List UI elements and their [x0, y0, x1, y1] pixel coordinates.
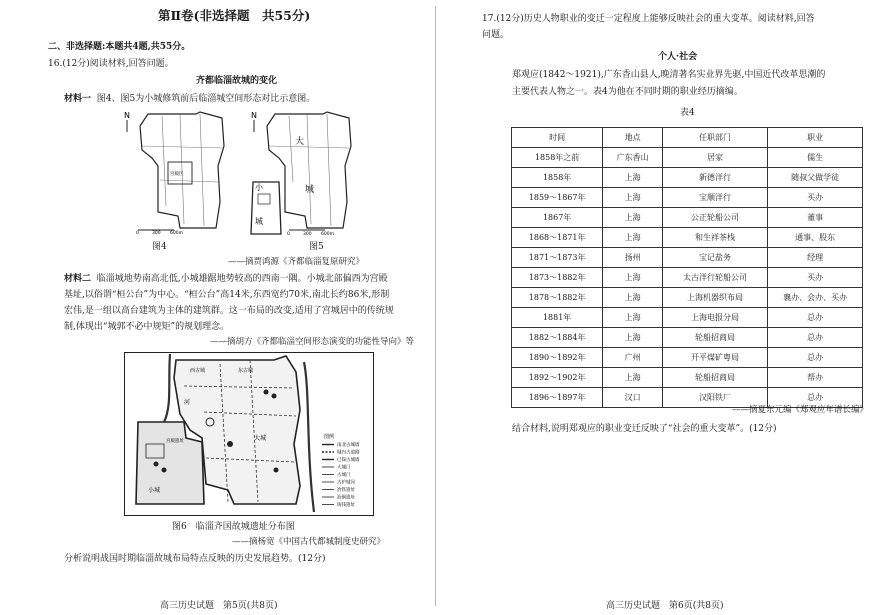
table-cell: 随叔父做学徒: [768, 168, 863, 188]
table-row: [512, 208, 863, 228]
table-cell: 上海: [603, 208, 663, 228]
table-cell: 儒生: [768, 148, 863, 168]
table-cell: 新德洋行: [662, 168, 767, 188]
table-row: [512, 328, 863, 348]
legend-title: 图例: [324, 434, 335, 440]
table-cell: 上海: [603, 168, 663, 188]
table-cell: 太古洋行轮船公司: [662, 268, 767, 288]
table-cell: 广东香山: [603, 148, 663, 168]
table-cell: 襄办、会办、买办: [768, 288, 863, 308]
table-cell: 1890～1892年: [512, 348, 603, 368]
q17-section-title: 个人·社会: [658, 52, 698, 62]
legend-item: 城内古道路: [337, 450, 360, 456]
map-label-river: 河: [184, 399, 191, 406]
table-cell: 1858年: [512, 168, 603, 188]
map-label-palace: 宫殿遗址: [166, 439, 184, 444]
material-2-label: 材料二: [64, 274, 92, 284]
fig4-scale-2: 600m: [170, 231, 183, 236]
table-cell: 1871～1873年: [512, 248, 603, 268]
material-2-line1: [64, 272, 388, 286]
table-cell: 1881年: [512, 308, 603, 328]
fig5-big-label: 大: [295, 137, 305, 147]
legend-item: 古护城河: [337, 480, 355, 486]
col-place: 地点: [603, 128, 663, 148]
table-row: [512, 148, 863, 168]
table-cell: 扬州: [603, 248, 663, 268]
col-time: 时间: [512, 128, 603, 148]
map-label-east: 东古城: [238, 368, 254, 374]
fig5-caption: 图5: [309, 242, 324, 252]
table-cell: 宝顺洋行: [662, 188, 767, 208]
q17-line2: 问题。: [482, 30, 510, 40]
legend-item: 大城门: [337, 465, 351, 471]
table-cell: 1867年: [512, 208, 603, 228]
q16-intro: 16.(12分)阅读材料,回答问题。: [48, 59, 174, 69]
material-2-line4: 制,体现出“城郭不必中规矩”的规划理念。: [64, 322, 230, 332]
table-cell: 上海: [603, 308, 663, 328]
section-instruction: 二、非选择题:本题共4题,共55分。: [48, 42, 191, 52]
table-cell: 总办: [768, 308, 863, 328]
fig6-caption: 图6 临淄齐国故城遗址分布图: [172, 522, 295, 532]
fig4-scale-0: 0: [136, 231, 139, 236]
fig4-palace-label: 宫殿区: [170, 172, 184, 177]
material-2-line3: 宏伟,是一组以高台建筑为主体的建筑群。这一布局的改变,适用了宫城居中的传统规: [64, 306, 394, 316]
table-row: [512, 368, 863, 388]
table-title: 表4: [680, 108, 695, 118]
table-cell: 1859～1867年: [512, 188, 603, 208]
table-cell: 宝记盐务: [662, 248, 767, 268]
table-cell: 经理: [768, 248, 863, 268]
table-cell: 1896～1897年: [512, 388, 603, 408]
table-cell: 1873～1882年: [512, 268, 603, 288]
fig5-small-city-label: 城: [255, 217, 263, 226]
table-row: [512, 248, 863, 268]
table-cell: 总办: [768, 348, 863, 368]
site-icon: [154, 462, 159, 467]
site-icon: [272, 394, 277, 399]
legend-item: 已探古城墙: [337, 458, 360, 463]
material-2-source: ——摘胡方《齐都临淄空间形态演变的功能性导向》等: [210, 337, 415, 347]
q16-question: 分析说明战国时期临淄故城布局特点反映的历史发展趋势。(12分): [64, 554, 326, 564]
table-row: [512, 288, 863, 308]
table-cell: 1882～1884年: [512, 328, 603, 348]
table-cell: 上海: [603, 288, 663, 308]
table-source: ——摘夏东元编《郑观应年谱长编》: [732, 405, 869, 415]
table-cell: 公正轮船公司: [662, 208, 767, 228]
map-label-xiaocheng: 小城: [148, 487, 161, 494]
material-1-text: 图4、图5为小城修筑前后临淄城空间形态对比示意图。: [96, 94, 316, 104]
legend-item: 冶铜遗址: [337, 495, 355, 501]
table-cell: 轮船招商局: [662, 328, 767, 348]
table-cell: 1878～1882年: [512, 288, 603, 308]
table-cell: 居家: [662, 148, 767, 168]
col-occupation: 职业: [768, 128, 863, 148]
fig5-city-label: 城: [305, 185, 315, 195]
right-page-footer: 高三历史试题 第6页(共8页): [606, 601, 724, 611]
fig6-source: ——摘杨宽《中国古代都城制度史研究》: [232, 537, 386, 547]
q17-intro-line2: 主要代表人物之一。表4为他在不同时期的职业经历摘编。: [512, 87, 743, 97]
fig5-scale-2: 600m: [321, 232, 334, 236]
table-cell: 开平煤矿粤局: [662, 348, 767, 368]
site-icon: [227, 441, 233, 447]
table-cell: 总办: [768, 328, 863, 348]
right-page: [436, 0, 870, 615]
legend-item: 铸钱遗址: [337, 503, 355, 508]
material-2-text-1: 临淄城地势南高北低,小城雄踞地势较高的西南一隅。小城北部偏西为宫殿: [96, 274, 388, 284]
fig5-scale-0: 0: [287, 232, 290, 236]
table-row: [512, 268, 863, 288]
map-label-dacheng: 大城: [254, 435, 267, 442]
fig4-scale-1: 300: [152, 231, 161, 236]
table-cell: 和生祥茶栈: [662, 228, 767, 248]
table-cell: 广州: [603, 348, 663, 368]
table-cell: 上海: [603, 188, 663, 208]
table-cell: 帮办: [768, 368, 863, 388]
table-cell: 董事: [768, 208, 863, 228]
fig5-small-label: 小: [255, 183, 263, 192]
section-title: 第Ⅱ卷(非选择题 共55分): [158, 8, 311, 23]
col-department: 任职部门: [662, 128, 767, 148]
legend-item: 冶铁遗址: [337, 488, 355, 493]
material-1-label: 材料一: [64, 94, 92, 104]
q17-intro-line1: 郑观应(1842～1921),广东香山县人,晚清著名实业界先驱,中国近代改革思潮的: [512, 70, 826, 80]
figure-5: [245, 106, 363, 236]
left-page-footer: 高三历史试题 第5页(共8页): [160, 601, 278, 611]
figure-6-map: [124, 352, 374, 516]
q17-question: 结合材料,说明郑观应的职业变迁反映了“社会的重大变革”。(12分): [512, 424, 777, 434]
q17-line1: 17.(12分)历史人物职业的变迁一定程度上能够反映社会的重大变革。阅读材料,回答: [482, 14, 815, 24]
fig4-north-label: N: [124, 111, 130, 120]
table-row: [512, 308, 863, 328]
table-cell: 上海: [603, 368, 663, 388]
table-row: [512, 348, 863, 368]
table-cell: 上海: [603, 228, 663, 248]
fig5-scale-1: 300: [303, 232, 312, 236]
table-row: [512, 228, 863, 248]
map-label-west: 西古城: [190, 368, 206, 374]
legend-item: 古城门: [337, 473, 351, 478]
table-row: [512, 188, 863, 208]
table-cell: 1858年之前: [512, 148, 603, 168]
figure-4: [118, 106, 236, 236]
table-cell: 上海: [603, 328, 663, 348]
table-cell: 上海电报分局: [662, 308, 767, 328]
career-table: [511, 127, 863, 408]
table-cell: 1892～1902年: [512, 368, 603, 388]
table-row: [512, 168, 863, 188]
table-cell: 1868～1871年: [512, 228, 603, 248]
table-cell: 通事、股东: [768, 228, 863, 248]
table-cell: 上海机器织布局: [662, 288, 767, 308]
table-header-row: [512, 128, 863, 148]
site-icon: [264, 390, 269, 395]
table-cell: 汉口: [603, 388, 663, 408]
material-1: [64, 92, 315, 106]
q16-title: 齐都临淄故城的变化: [196, 76, 278, 86]
site-icon: [274, 468, 279, 473]
site-icon: [162, 468, 167, 473]
table-cell: 汉阳铁厂: [662, 388, 767, 408]
material-1-source: ——摘贾鸿源《齐都临淄复原研究》: [228, 257, 365, 267]
table-cell: 买办: [768, 268, 863, 288]
table-cell: 买办: [768, 188, 863, 208]
fig4-caption: 图4: [152, 242, 167, 252]
legend-item: 南北古城墙: [337, 443, 360, 448]
material-2-line2: 基址,以俗谓“桓公台”为中心。“桓公台”高14米,东西宽约70米,南北长约86米,形制: [64, 290, 390, 300]
fig5-north-label: N: [251, 111, 257, 120]
table-cell: 总办: [768, 388, 863, 408]
table-cell: 轮船招商局: [662, 368, 767, 388]
table-cell: 上海: [603, 268, 663, 288]
